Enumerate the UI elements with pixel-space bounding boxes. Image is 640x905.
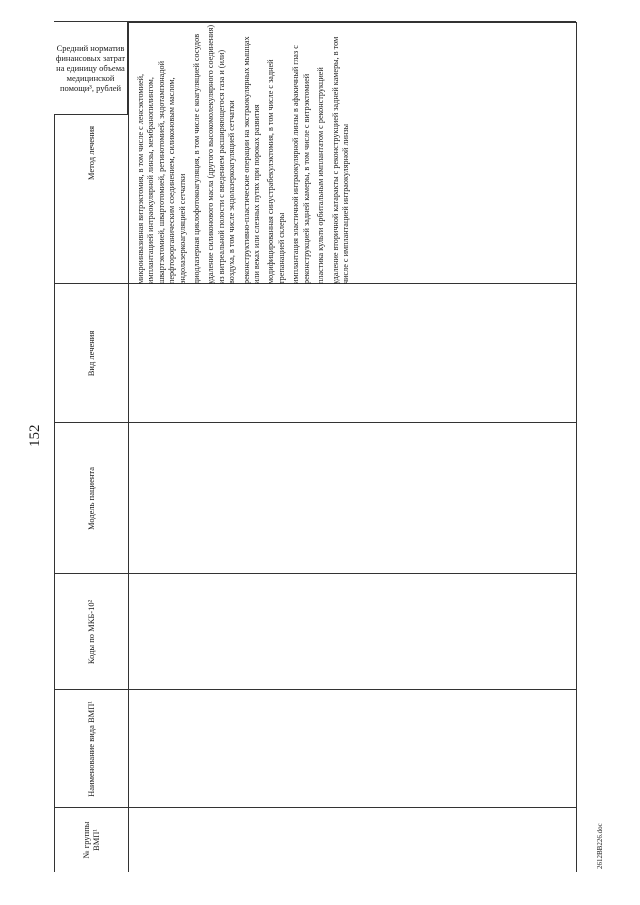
treatment-method-list <box>136 22 355 284</box>
table-top-border-line <box>54 22 55 872</box>
method-item: реконструктивно-пластические операции на экстраокулярных мышцах или веках или слезных путях при пороках развития <box>241 36 262 284</box>
header-group-number: № группы ВМП¹ <box>81 821 101 859</box>
column-divider <box>54 689 576 690</box>
header-treatment-type: Вид лечения <box>86 330 96 377</box>
header-treatment-method: Метод лечения <box>86 125 96 181</box>
method-item: имплантация эластичной интраокулярной линзы в афакичный глаз с реконструкцией задней камеры, в том числе с витрэктомией <box>291 45 311 284</box>
page-number: 152 <box>27 424 43 447</box>
method-item: диодлазерная циклофотокоагуляция, в том числе с коагуляцией сосудов <box>192 33 202 284</box>
header-icd-codes: Коды по МКБ-10² <box>86 599 96 665</box>
document-filename: 2612ВВ226.doc <box>596 823 604 869</box>
method-item: модифицированная синустрабекулэктомия, в том числе с задней трепанацией склеры <box>266 59 286 284</box>
method-item: пластика культи орбитальным имплантатом с реконструкцией <box>316 67 326 284</box>
method-item: удаление силиконового масла (другого высокомолекулярного соединения) из витреальной полости с введением расширяющегося газа и (или) воздуха, в том числе эндолазеркоагуляцией сетчатки <box>206 24 237 284</box>
method-item: удаление вторичной катаракты с реконструкцией задней камеры, в том числе с имплантацией интраокулярной линзы <box>330 36 350 284</box>
column-divider <box>54 807 576 808</box>
header-bottom-border <box>128 22 129 872</box>
column-divider <box>54 573 576 574</box>
header-average-cost: Средний норматив финансовых затрат на единицу объема медицинской помощи³, рублей <box>54 22 128 115</box>
method-item: микроинвазивная витрэктомия, в том числе с ленсэктомией, имплантацией интраокулярной линзы, мембранопилингом, швартэктомией, швартотомией, ретинотомией, эндотампонадой перфторорганическим соединением, силиконовым маслом, эндолазеркоагуляцией сетчатки <box>136 61 187 284</box>
table-right-border <box>54 22 576 23</box>
header-patient-model: Модель пациента <box>86 466 96 531</box>
column-divider <box>54 422 576 423</box>
table-bottom-border-line <box>576 22 577 872</box>
rotated-table <box>54 22 576 872</box>
header-vmp-name: Наименование вида ВМП¹ <box>86 701 96 797</box>
